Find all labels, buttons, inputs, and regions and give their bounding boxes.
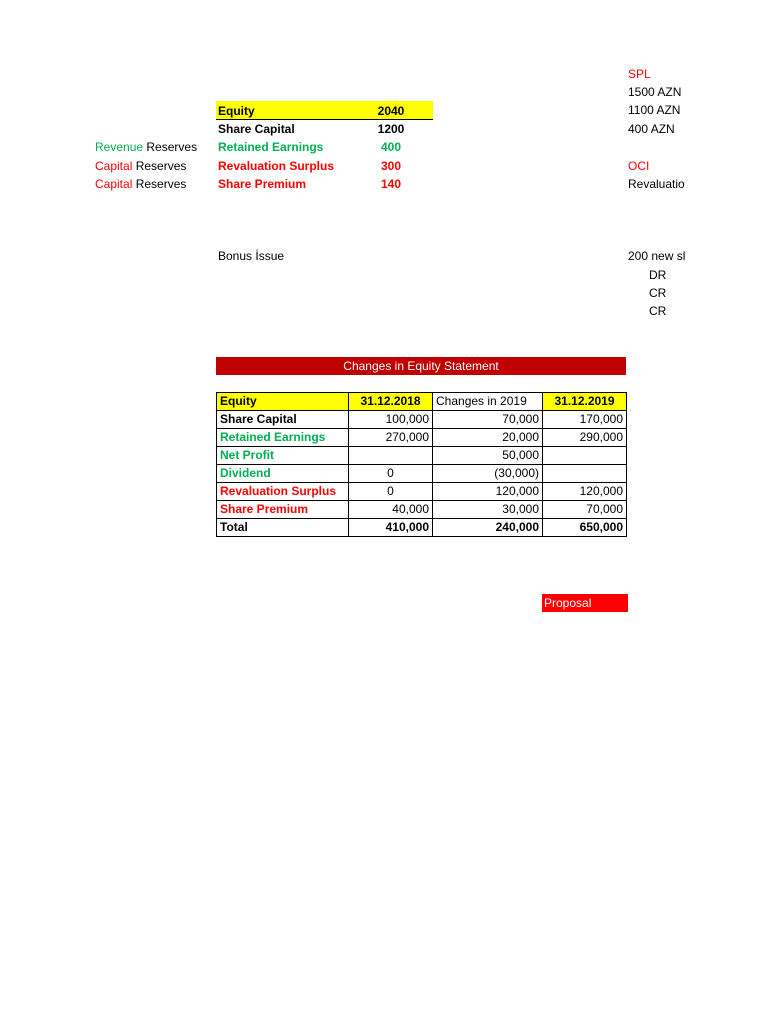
- spl-label: SPL: [628, 67, 651, 81]
- row-label: Dividend: [217, 465, 349, 483]
- table-row: [217, 447, 627, 465]
- row-label: Share Capital: [217, 411, 349, 429]
- table-row: [217, 483, 627, 501]
- cell-change: (30,000): [433, 465, 543, 483]
- cell-change: 30,000: [433, 501, 543, 519]
- row-label: Retained Earnings: [217, 429, 349, 447]
- row-label: Share Premium: [217, 501, 349, 519]
- changes-statement-table: [216, 392, 627, 537]
- cell-2019: 70,000: [543, 501, 627, 519]
- cell-change: 20,000: [433, 429, 543, 447]
- header-2018: 31.12.2018: [349, 393, 433, 411]
- equity-row-share-capital-value: 1200: [377, 122, 405, 136]
- total-2018: 410,000: [349, 519, 433, 537]
- bonus-issue-label: Bonus İssue: [218, 249, 285, 263]
- total-change: 240,000: [433, 519, 543, 537]
- cell-change: 70,000: [433, 411, 543, 429]
- table-row: [217, 465, 627, 483]
- cell-2018: 0: [349, 465, 433, 483]
- header-2019: 31.12.2019: [543, 393, 627, 411]
- total-label: Total: [217, 519, 349, 537]
- journal-cr-1: CR: [649, 286, 667, 300]
- cell-2019: 170,000: [543, 411, 627, 429]
- cell-2019: [543, 447, 627, 465]
- reserve-label-revenue: Revenue Reserves: [95, 140, 198, 154]
- row-label: Revaluation Surplus: [217, 483, 349, 501]
- table-row: [217, 429, 627, 447]
- table-header-row: [217, 393, 627, 411]
- equity-row-share-premium-value: 140: [380, 177, 402, 191]
- equity-header-label: Equity: [218, 104, 255, 118]
- table-total-row: [217, 519, 627, 537]
- equity-row-retained-earnings-label: Retained Earnings: [218, 140, 324, 154]
- cell-2018: 40,000: [349, 501, 433, 519]
- cell-2019: [543, 465, 627, 483]
- equity-header-value: 2040: [377, 104, 405, 118]
- table-row: [217, 411, 627, 429]
- cell-2019: 290,000: [543, 429, 627, 447]
- reserve-label-capital-2: Capital Reserves: [95, 177, 187, 191]
- cell-2019: 120,000: [543, 483, 627, 501]
- cell-change: 50,000: [433, 447, 543, 465]
- oci-revaluation-text: Revaluatio: [628, 177, 685, 191]
- journal-cr-2: CR: [649, 304, 667, 318]
- cell-2018: [349, 447, 433, 465]
- equity-row-revaluation-surplus-label: Revaluation Surplus: [218, 159, 335, 173]
- oci-label: OCI: [628, 159, 650, 173]
- cell-2018: 270,000: [349, 429, 433, 447]
- cell-2018: 100,000: [349, 411, 433, 429]
- journal-dr: DR: [649, 268, 667, 282]
- header-equity: Equity: [217, 393, 349, 411]
- changes-statement-title: Changes in Equity Statement: [216, 357, 626, 375]
- equity-row-share-capital-label: Share Capital: [218, 122, 295, 136]
- row-label: Net Profit: [217, 447, 349, 465]
- equity-row-retained-earnings-value: 400: [380, 140, 402, 154]
- equity-row-share-premium-label: Share Premium: [218, 177, 307, 191]
- proposal-label: Proposal: [542, 594, 628, 612]
- cell-change: 120,000: [433, 483, 543, 501]
- spl-line-1: 1500 AZN: [628, 85, 682, 99]
- spl-line-2: 1100 AZN: [628, 103, 681, 117]
- reserve-label-capital-1: Capital Reserves: [95, 159, 187, 173]
- bonus-new-shares-text: 200 new sl: [628, 249, 686, 263]
- cell-2018: 0: [349, 483, 433, 501]
- spl-line-3: 400 AZN: [628, 122, 675, 136]
- equity-row-revaluation-surplus-value: 300: [380, 159, 402, 173]
- total-2019: 650,000: [543, 519, 627, 537]
- table-row: [217, 501, 627, 519]
- header-changes-2019: Changes in 2019: [433, 393, 543, 411]
